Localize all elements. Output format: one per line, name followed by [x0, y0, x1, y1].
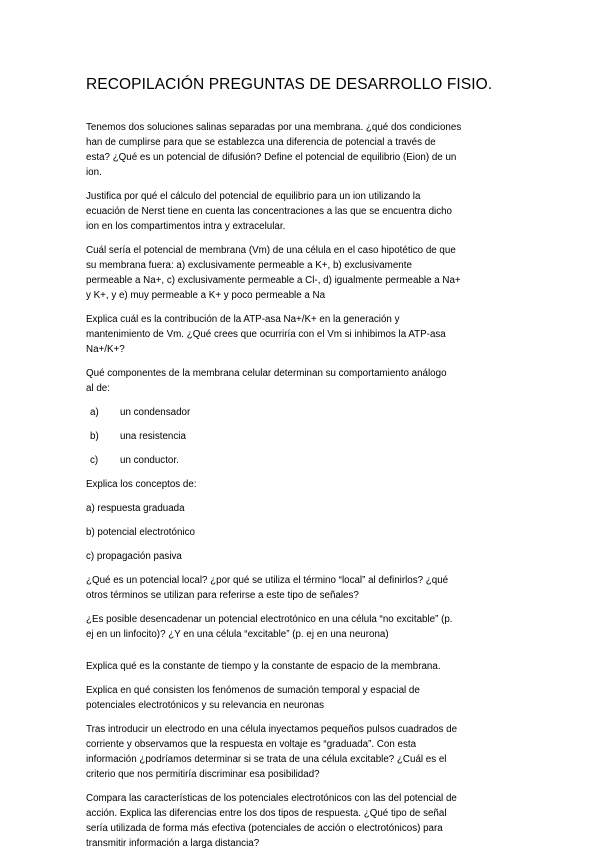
- question-12: [86, 791, 526, 851]
- text-line: Justifica por qué el cálculo del potencial de equilibrio para un ion utilizando la: [86, 191, 421, 202]
- question-9: Explica qué es la constante de tiempo y la constante de espacio de la membrana.: [86, 661, 441, 672]
- text-line: Na+/K+?: [86, 344, 125, 355]
- list-item-text: un condensador: [120, 407, 191, 418]
- text-line: criterio que nos permitiría discriminar esa posibilidad?: [86, 769, 320, 780]
- text-line: permeable a Na+, c) exclusivamente permeable a Cl-, d) igualmente permeable a Na+: [86, 275, 461, 286]
- question-2: [86, 189, 526, 234]
- list-item-text: un conductor.: [120, 455, 179, 466]
- document-title: RECOPILACIÓN PREGUNTAS DE DESARROLLO FISIO.: [86, 76, 493, 93]
- text-line: mantenimiento de Vm. ¿Qué crees que ocurriría con el Vm si inhibimos la ATP-asa: [86, 329, 446, 340]
- list-item: [86, 429, 526, 444]
- text-line: información ¿podríamos determinar si se trata de una célula excitable? ¿Cuál es el: [86, 754, 447, 765]
- text-line: Tenemos dos soluciones salinas separadas por una membrana. ¿qué dos condiciones: [86, 122, 462, 133]
- list-item: b) potencial electrotónico: [86, 527, 195, 538]
- text-line: acción. Explica las diferencias entre los dos tipos de respuesta. ¿Qué tipo de señal: [86, 808, 447, 819]
- text-line: su membrana fuera: a) exclusivamente permeable a K+, b) exclusivamente: [86, 260, 412, 271]
- question-4: [86, 312, 526, 357]
- list-item-label: c): [90, 455, 99, 466]
- text-line: ej en un linfocito)? ¿Y en una célula “excitable” (p. ej en una neurona): [86, 629, 389, 640]
- question-8: [86, 612, 526, 642]
- text-line: ion.: [86, 167, 102, 178]
- question-11: [86, 722, 526, 782]
- text-line: ion en los compartimentos intra y extracelular.: [86, 221, 286, 232]
- text-line: transmitir información a larga distancia?: [86, 838, 260, 849]
- list-item-label: a): [90, 407, 99, 418]
- question-5: [86, 366, 526, 396]
- text-line: y K+, y e) muy permeable a K+ y poco permeable a Na: [86, 290, 326, 301]
- question-10: [86, 683, 526, 713]
- text-line: Tras introducir un electrodo en una célula inyectamos pequeños pulsos cuadrados de: [86, 724, 458, 735]
- question-1: [86, 120, 526, 180]
- text-line: al de:: [86, 383, 110, 394]
- text-line: Explica en qué consisten los fenómenos de sumación temporal y espacial de: [86, 685, 420, 696]
- text-line: Qué componentes de la membrana celular determinan su comportamiento análogo: [86, 368, 447, 379]
- text-line: sería utilizada de forma más efectiva (potenciales de acción o electrotónicos) para: [86, 823, 443, 834]
- text-line: otros términos se utilizan para referirse a este tipo de señales?: [86, 590, 359, 601]
- text-line: ecuación de Nerst tiene en cuenta las concentraciones a las que se encuentra dicho: [86, 206, 452, 217]
- list-item: [86, 453, 526, 468]
- list-item-text: una resistencia: [120, 431, 186, 442]
- list-item: a) respuesta graduada: [86, 503, 185, 514]
- text-line: potenciales electrotónicos y su relevancia en neuronas: [86, 700, 324, 711]
- list-item: c) propagación pasiva: [86, 551, 182, 562]
- question-7: [86, 573, 526, 603]
- text-line: corriente y observamos que la respuesta en voltaje es “graduada”. Con esta: [86, 739, 417, 750]
- list-item: [86, 405, 526, 420]
- text-line: ¿Es posible desencadenar un potencial electrotónico en una célula “no excitable” (p.: [86, 614, 453, 625]
- document-body: [86, 120, 526, 860]
- text-line: Explica cuál es la contribución de la ATP-asa Na+/K+ en la generación y: [86, 314, 400, 325]
- text-line: esta? ¿Qué es un potencial de difusión? Define el potencial de equilibrio (Eion) de un: [86, 152, 457, 163]
- text-line: Compara las características de los potenciales electrotónicos con las del potencial de: [86, 793, 457, 804]
- text-line: han de cumplirse para que se establezca una diferencia de potencial a través de: [86, 137, 436, 148]
- question-6: Explica los conceptos de:: [86, 479, 197, 490]
- text-line: ¿Qué es un potencial local? ¿por qué se utiliza el término “local” al definirlos? ¿qué: [86, 575, 449, 586]
- text-line: Cuál sería el potencial de membrana (Vm) de una célula en el caso hipotético de que: [86, 245, 456, 256]
- list-item-label: b): [90, 431, 99, 442]
- question-3: [86, 243, 526, 303]
